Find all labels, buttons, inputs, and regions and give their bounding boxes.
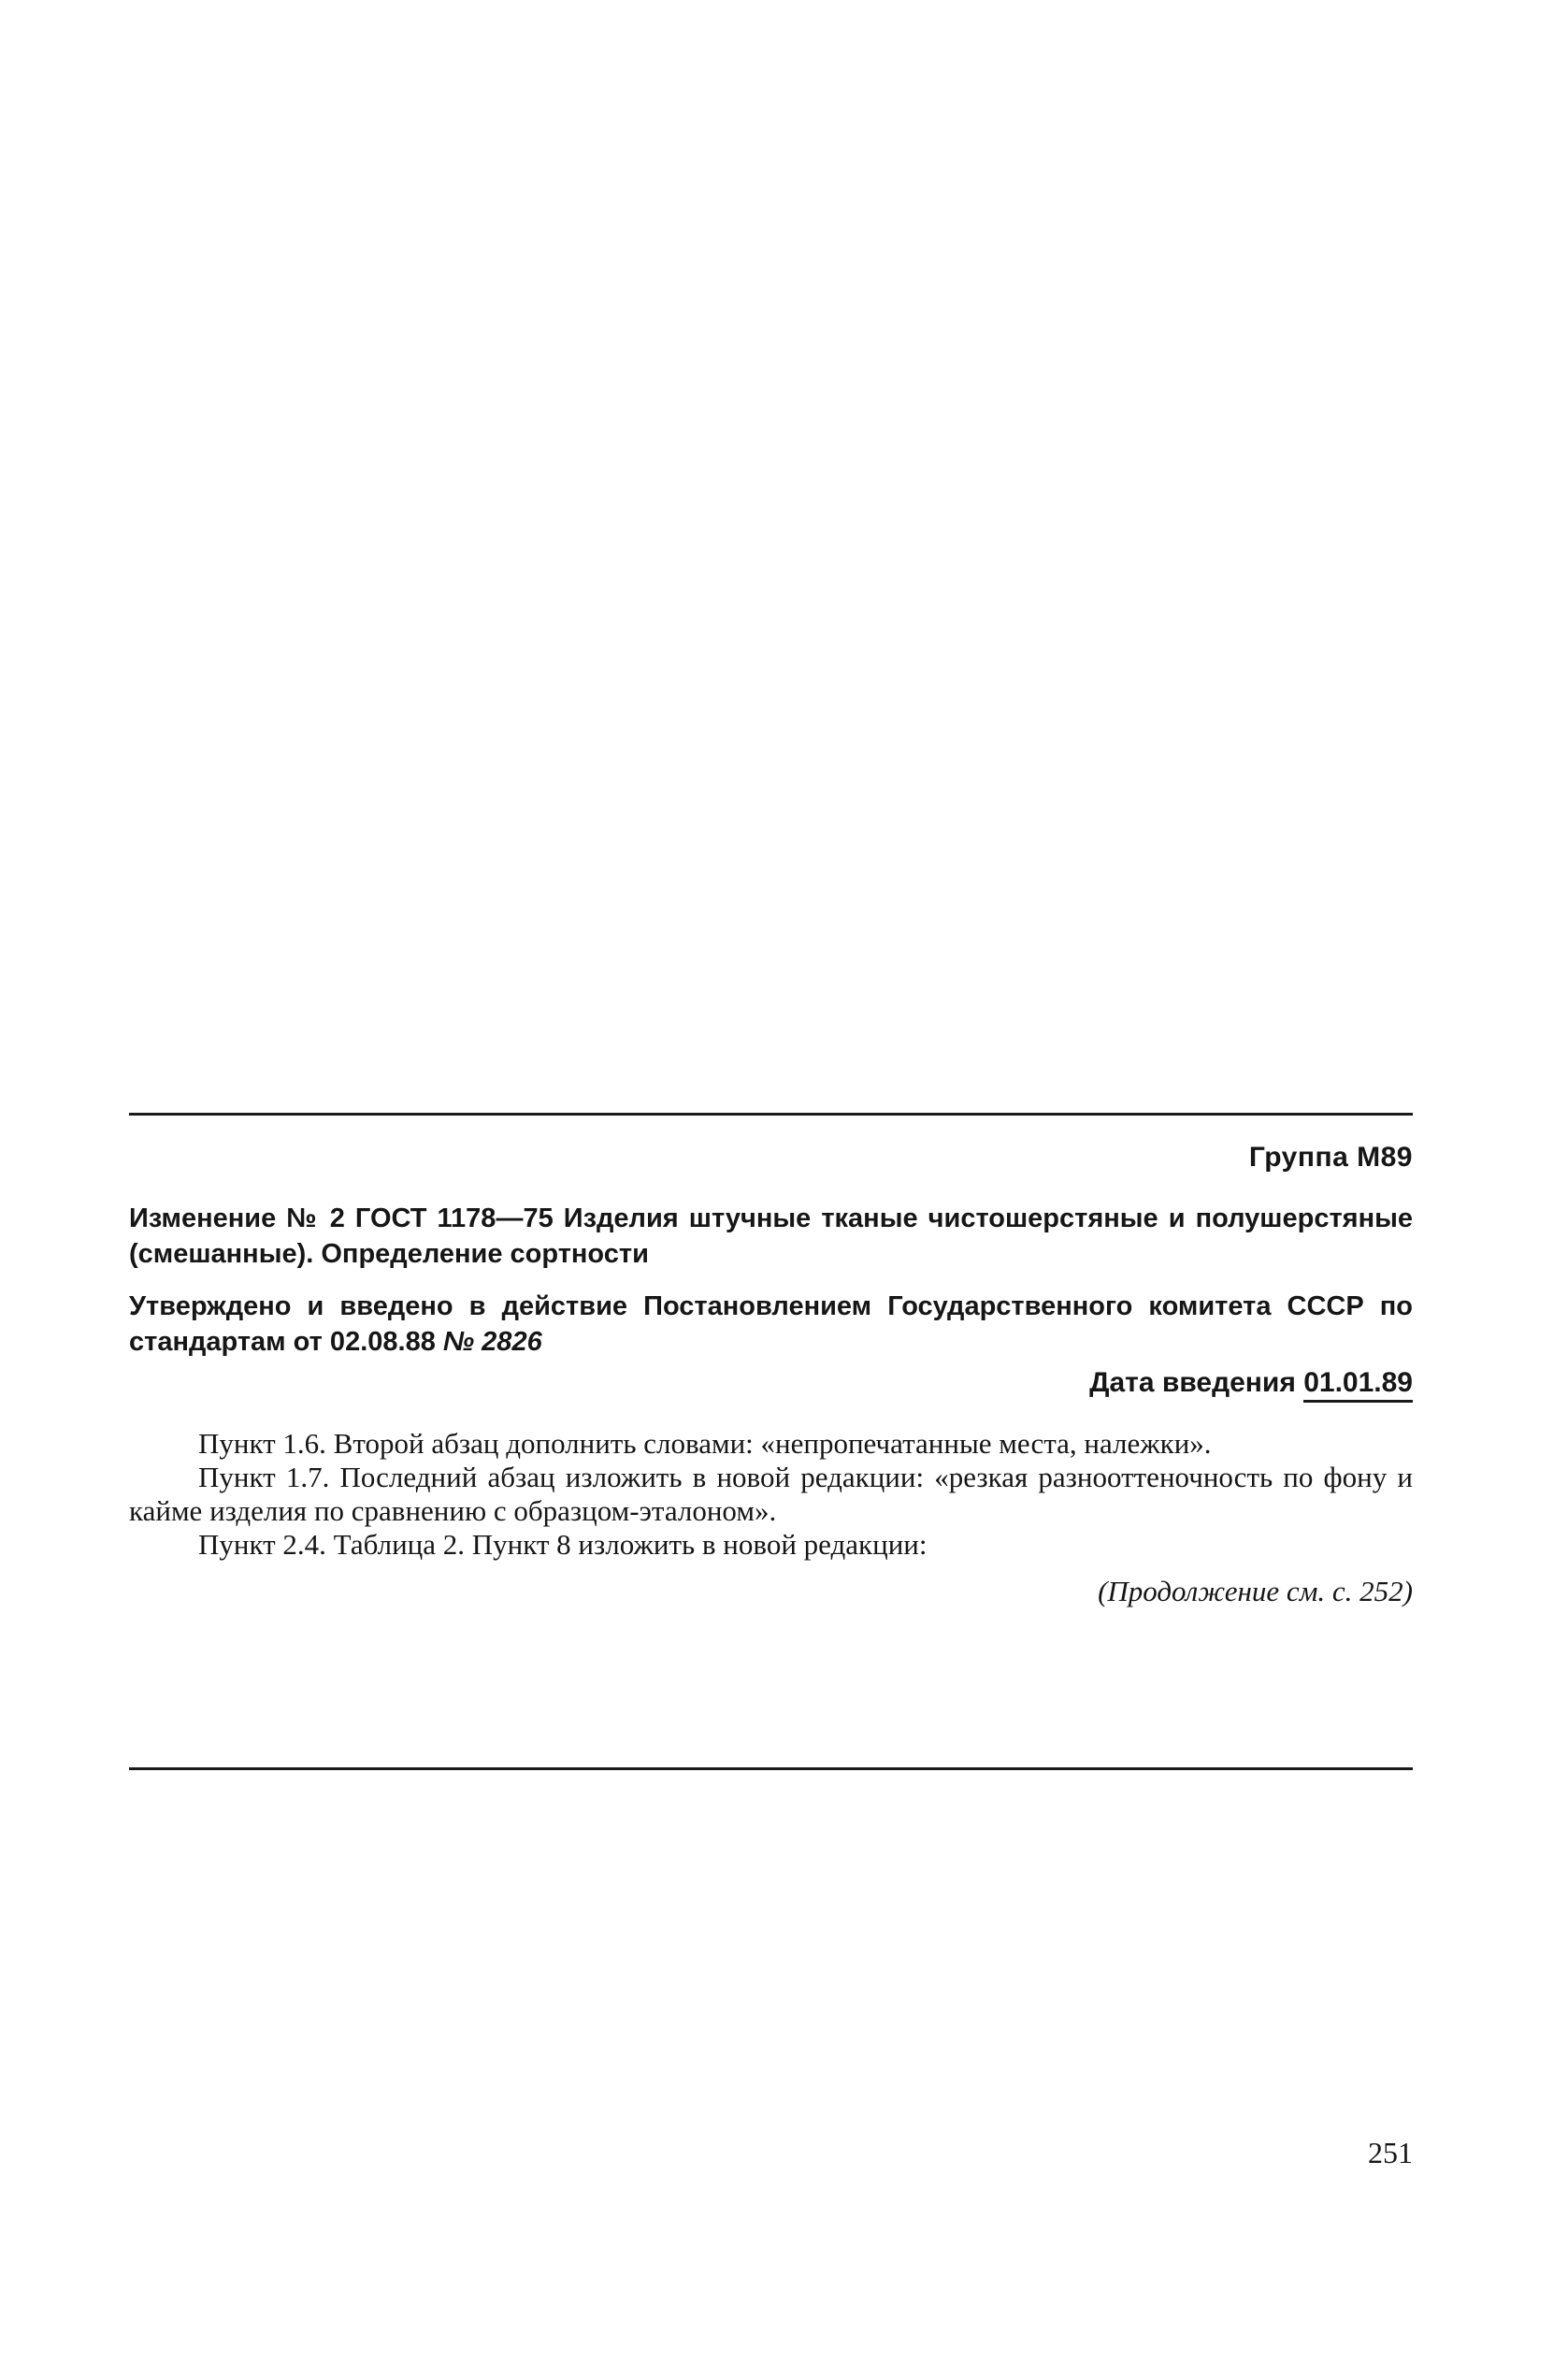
- effective-date: [129, 1363, 1413, 1403]
- effective-date-value: 01.01.89: [1303, 1367, 1413, 1403]
- paragraph-item-1-7: Пункт 1.7. Последний абзац изложить в новой редакции: «резкая разнооттеночность по фону и кайме изделия по сравнению с образцом-эталоном».: [129, 1461, 1413, 1527]
- approval-text: Утверждено и введено в действие Постановлением Государственного комитета СССР по стандартам от 02.08.88: [129, 1291, 1413, 1357]
- amendment-content: [129, 1139, 1413, 1610]
- paragraph-item-2-4: Пункт 2.4. Таблица 2. Пункт 8 изложить в новой редакции:: [198, 1528, 928, 1561]
- approval-number: № 2826: [442, 1327, 542, 1357]
- top-divider: [129, 1113, 1413, 1116]
- amendment-heading: Изменение № 2 ГОСТ 1178—75 Изделия штучные тканые чистошерстяные и полушерстяные (смешанные). Определение сортности: [129, 1203, 1413, 1269]
- effective-date-label: Дата введения: [1089, 1367, 1296, 1398]
- bottom-divider: [129, 1767, 1413, 1770]
- continuation-note: (Продолжение см. с. 252): [1098, 1575, 1413, 1607]
- page-number: 251: [1368, 2136, 1413, 2169]
- approval-statement: [129, 1289, 1413, 1360]
- paragraph-item-1-6: Пункт 1.6. Второй абзац дополнить словами: «непропечатанные места, належки».: [198, 1427, 1212, 1460]
- group-code: Группа М89: [1248, 1142, 1413, 1173]
